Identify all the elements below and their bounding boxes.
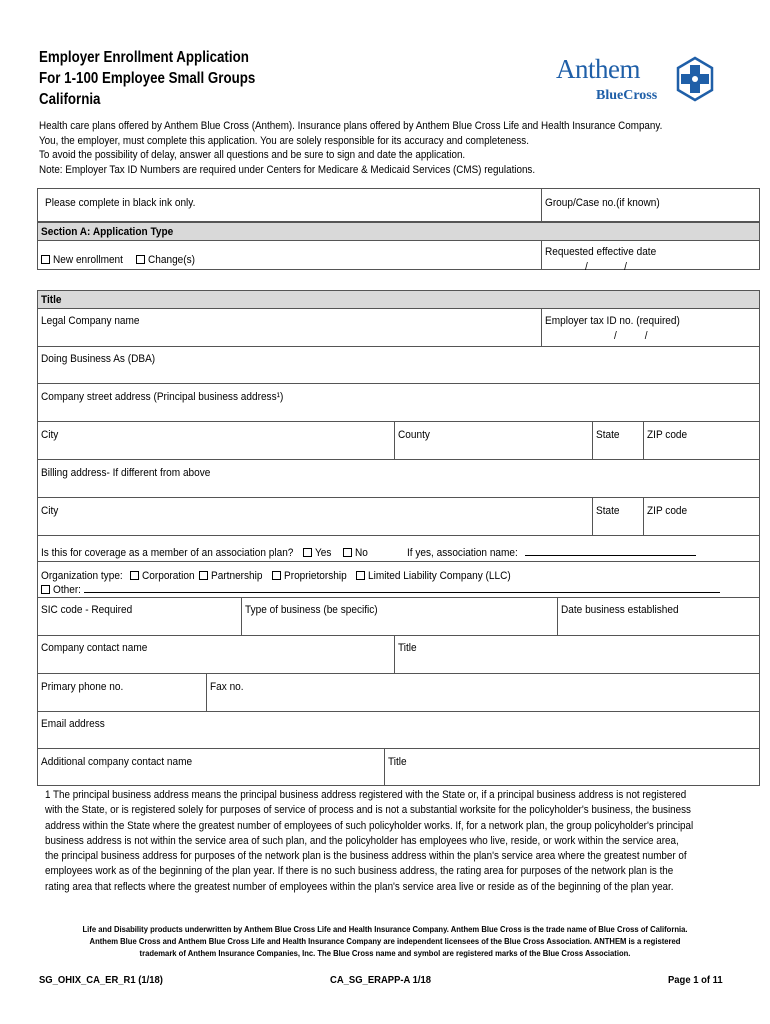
primary-phone-field[interactable]: Primary phone no. — [41, 681, 124, 693]
footnote-line: address within the State where the greatest number of employees of such policyholder works. If, for a network plan, the group policyholder's principal — [45, 819, 694, 832]
intro-line: You, the employer, must complete this application. You are solely responsible for its accuracy and completeness. — [39, 134, 529, 147]
form-title — [39, 47, 291, 110]
other-org-line[interactable] — [84, 592, 720, 593]
effective-date-slashes: / / — [585, 261, 627, 273]
legal-line: Life and Disability products underwritten by Anthem Blue Cross Life and Health Insurance Company. Anthem Blue Cross is the trade name of Blue Cross of California. — [82, 924, 688, 934]
org-type-label: Organization type: — [41, 570, 123, 582]
legal-notice — [39, 924, 732, 959]
street-address-field[interactable]: Company street address (Principal business address¹) — [41, 391, 284, 403]
llc-label: Limited Liability Company (LLC) — [368, 570, 511, 582]
footnote-line: employees work as of the beginning of the plan year. If there is no such business address, the rating area for purposes of the network plan is the — [45, 865, 674, 878]
ink-note: Please complete in black ink only. — [45, 197, 196, 209]
intro-text — [39, 119, 747, 177]
dba-field[interactable]: Doing Business As (DBA) — [41, 353, 156, 365]
association-name-label: If yes, association name: — [407, 547, 518, 559]
employer-tax-id-field[interactable]: Employer tax ID no. (required) — [545, 315, 680, 327]
title-line-2: For 1-100 Employee Small Groups — [39, 70, 256, 87]
contact-name-field[interactable]: Company contact name — [41, 642, 148, 654]
footnote-line: 1 The principal business address means the principal business address registered with the State or, if a principal business address is not registered — [45, 789, 687, 801]
title-line-1: Employer Enrollment Application — [39, 49, 249, 66]
additional-title-field[interactable]: Title — [388, 756, 407, 768]
association-yes-checkbox[interactable] — [303, 548, 312, 557]
county-field[interactable]: County — [398, 429, 430, 441]
other-org-checkbox[interactable] — [41, 585, 50, 594]
logo-wordmark: Anthem — [556, 54, 640, 84]
legal-line: Anthem Blue Cross and Anthem Blue Cross Life and Health Insurance Company are independent licensees of the Blue Cross Association. ANTHEM is a registered — [89, 935, 681, 946]
billing-zip-field[interactable]: ZIP code — [647, 505, 688, 517]
legal-company-name-field[interactable]: Legal Company name — [41, 315, 140, 327]
changes-label: Change(s) — [148, 254, 196, 266]
state-field[interactable]: State — [596, 429, 620, 441]
blue-cross-icon — [674, 56, 716, 102]
sic-code-field[interactable]: SIC code - Required — [41, 604, 133, 616]
page-number: Page 1 of 11 — [668, 974, 723, 986]
corporation-label: Corporation — [142, 570, 195, 582]
zip-field[interactable]: ZIP code — [647, 429, 688, 441]
footnote-line: business address is not within the service area of such plan, and the policyholder has employees who live, reside, or work within the service area, — [45, 834, 679, 847]
partnership-checkbox[interactable] — [199, 571, 208, 580]
business-type-field[interactable]: Type of business (be specific) — [245, 604, 378, 616]
billing-city-field[interactable]: City — [41, 505, 59, 517]
legal-line: trademark of Anthem Insurance Companies, Inc. The Blue Cross name and symbol are registered marks of the Blue Cross Association. — [139, 947, 631, 958]
llc-checkbox[interactable] — [356, 571, 365, 580]
partnership-label: Partnership — [211, 570, 263, 582]
association-no-label: No — [355, 547, 368, 559]
group-case-field[interactable]: Group/Case no.(if known) — [545, 197, 660, 209]
title-line-3: California — [39, 91, 101, 108]
footnote-line: the principal business address for purposes of the network plan is the business address within the plan's service area where the greatest number of — [45, 850, 687, 863]
association-name-line[interactable] — [525, 555, 696, 556]
footnote-line: with the State, or is registered solely for purposes of service of process and is not a substantial worksite for the policyholder's business, the business — [45, 804, 691, 817]
additional-contact-field[interactable]: Additional company contact name — [41, 756, 193, 768]
footnote-line: rating area that reflects where the greatest number of employees within the plan's service area live or reside as of the beginning of the plan year. — [45, 880, 674, 893]
changes-checkbox[interactable] — [136, 255, 145, 264]
section-b-header: Title — [37, 290, 760, 308]
association-yes-label: Yes — [315, 547, 332, 559]
effective-date-field[interactable]: Requested effective date — [545, 246, 657, 258]
proprietorship-checkbox[interactable] — [272, 571, 281, 580]
intro-line: Health care plans offered by Anthem Blue Cross (Anthem). Insurance plans offered by Anthem Blue Cross Life and Health Insurance Company. — [39, 120, 663, 132]
form-code-left: SG_OHIX_CA_ER_R1 (1/18) — [39, 974, 163, 986]
date-established-field[interactable]: Date business established — [561, 604, 679, 616]
anthem-logo — [556, 54, 721, 106]
email-field[interactable]: Email address — [41, 718, 105, 730]
intro-line: To avoid the possibility of delay, answer all questions and be sure to sign and date the application. — [39, 149, 466, 162]
intro-line: Note: Employer Tax ID Numbers are required under Centers for Medicare & Medicaid Services (CMS) regulations. — [39, 163, 536, 176]
footnote — [45, 788, 770, 895]
fax-field[interactable]: Fax no. — [210, 681, 244, 693]
logo-subtext: BlueCross — [596, 88, 658, 103]
tax-id-slashes: / / — [614, 330, 648, 342]
section-a-header: Section A: Application Type — [37, 222, 760, 240]
corporation-checkbox[interactable] — [130, 571, 139, 580]
association-no-checkbox[interactable] — [343, 548, 352, 557]
other-org-label: Other: — [53, 584, 81, 596]
contact-title-field[interactable]: Title — [398, 642, 417, 654]
new-enrollment-checkbox[interactable] — [41, 255, 50, 264]
form-code-center: CA_SG_ERAPP-A 1/18 — [330, 974, 432, 986]
new-enrollment-label: New enrollment — [53, 254, 123, 266]
billing-address-field[interactable]: Billing address- If different from above — [41, 467, 211, 479]
billing-state-field[interactable]: State — [596, 505, 620, 517]
proprietorship-label: Proprietorship — [284, 570, 347, 582]
city-field[interactable]: City — [41, 429, 59, 441]
association-question: Is this for coverage as a member of an association plan? — [41, 547, 294, 559]
